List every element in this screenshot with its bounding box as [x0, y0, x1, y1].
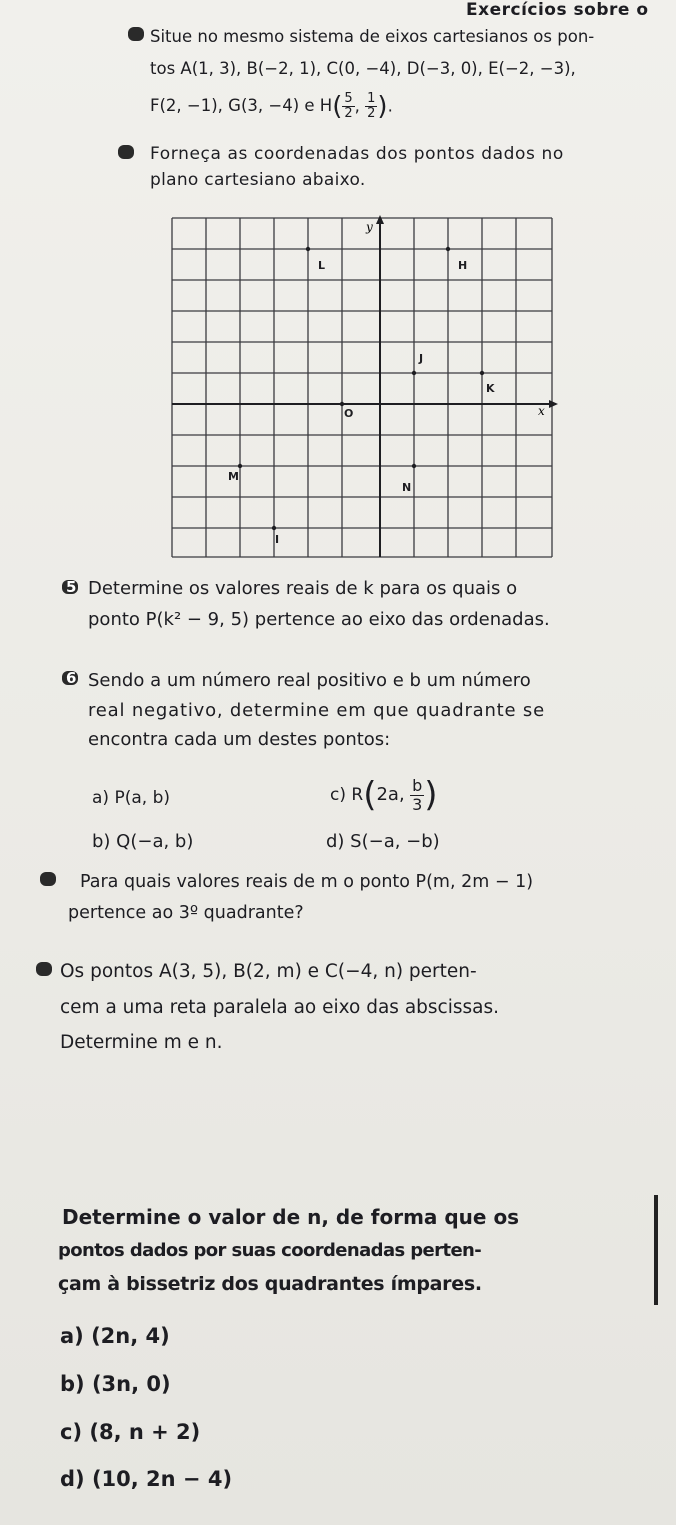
- exercise-8-line-1: Os pontos A(3, 5), B(2, m) e C(−4, n) perten-: [60, 961, 477, 982]
- exercise-4-line-1: Forneça as coordenadas dos pontos dados no: [150, 144, 564, 164]
- point-n: [412, 464, 416, 468]
- exercise-9-line-1: Determine o valor de n, de forma que os: [62, 1205, 520, 1229]
- point-label-n: N: [402, 481, 412, 494]
- exercise-9-item-c: c) (8, n + 2): [60, 1420, 201, 1444]
- right-margin-bar: [654, 1195, 658, 1305]
- exercise-6-line-1: Sendo a um número real positivo e b um número: [88, 670, 531, 691]
- exercise-6-item-c-prefix: c) R: [330, 785, 364, 805]
- y-axis-arrow: [376, 215, 384, 224]
- fraction-denominator: 3: [412, 794, 423, 814]
- exercise-6-item-d: d) S(−a, −b): [326, 831, 440, 852]
- cartesian-grid-svg: [166, 215, 558, 561]
- x-axis-arrow: [549, 400, 558, 408]
- point-l: [306, 247, 310, 251]
- exercise-6-item-c-mid: 2a,: [376, 784, 405, 805]
- fraction-numerator: 1: [367, 91, 376, 106]
- paren-left: (: [332, 91, 343, 122]
- exercise-3-line-3-text: F(2, −1), G(3, −4) e H: [150, 96, 333, 115]
- paren-left: (: [363, 775, 377, 815]
- exercise-9-item-b: b) (3n, 0): [60, 1372, 171, 1396]
- exercise-7-marker: [40, 872, 56, 886]
- exercise-7-line-2: pertence ao 3º quadrante?: [68, 903, 304, 923]
- exercise-3-line-2: tos A(1, 3), B(−2, 1), C(0, −4), D(−3, 0), E(−2, −3),: [150, 59, 576, 78]
- exercise-9-line-2: pontos dados por suas coordenadas perten-: [58, 1240, 482, 1261]
- point-o: [340, 402, 344, 406]
- cartesian-plane: [166, 215, 558, 565]
- point-label-o: O: [344, 407, 354, 420]
- exercise-8-line-2: cem a uma reta paralela ao eixo das abscissas.: [60, 997, 499, 1018]
- exercise-3-marker: [128, 27, 144, 41]
- fraction-denominator: 2: [367, 106, 376, 121]
- point-label-l: L: [318, 259, 326, 272]
- fraction-h-x: [342, 92, 354, 121]
- exercise-9-item-d: d) (10, 2n − 4): [60, 1467, 233, 1491]
- x-axis-label: x: [538, 404, 545, 418]
- fraction-denominator: 2: [344, 106, 353, 121]
- point-i: [272, 526, 276, 530]
- fraction-h-y: [365, 92, 377, 121]
- exercise-7-line-1: Para quais valores reais de m o ponto P(m, 2m − 1): [80, 872, 534, 892]
- fraction-numerator: 5: [344, 91, 353, 106]
- exercise-3-line-3: [150, 86, 393, 127]
- exercise-6-line-2: real negativo, determine em que quadrante se: [88, 700, 545, 721]
- fraction-b-over-3: [410, 777, 424, 814]
- paren-right: ): [377, 91, 388, 122]
- exercise-6-item-a: a) P(a, b): [92, 788, 170, 808]
- point-label-j: J: [419, 352, 424, 365]
- point-h: [446, 247, 450, 251]
- exercise-5-line-2: ponto P(k² − 9, 5) pertence ao eixo das ordenadas.: [88, 609, 550, 630]
- fraction-numerator: b: [412, 775, 423, 795]
- point-label-h: H: [458, 259, 468, 272]
- point-m: [238, 464, 242, 468]
- exercise-6-line-3: encontra cada um destes pontos:: [88, 729, 391, 750]
- exercise-6-item-c: [330, 770, 438, 820]
- exercise-5-number: 5: [66, 578, 77, 596]
- exercise-8-line-3: Determine m e n.: [60, 1032, 223, 1053]
- comma: ,: [354, 96, 366, 116]
- exercise-8-marker: [36, 962, 52, 976]
- exercise-6-number: 6: [66, 669, 77, 687]
- point-label-k: K: [486, 382, 495, 395]
- point-k: [480, 371, 484, 375]
- exercise-9-item-a: a) (2n, 4): [60, 1324, 170, 1348]
- exercise-4-marker: [118, 145, 134, 159]
- point-j: [412, 371, 416, 375]
- paren-right: ): [424, 775, 438, 815]
- grid-lines: [172, 218, 552, 557]
- exercise-4-line-2: plano cartesiano abaixo.: [150, 170, 366, 190]
- section-heading: Exercícios sobre o: [466, 0, 649, 20]
- exercise-3-line-1: Situe no mesmo sistema de eixos cartesianos os pon-: [150, 27, 595, 46]
- exercise-5-line-1: Determine os valores reais de k para os quais o: [88, 578, 518, 599]
- y-axis-label: y: [366, 220, 373, 234]
- exercise-9-line-3: çam à bissetriz dos quadrantes ímpares.: [58, 1273, 482, 1295]
- period: .: [387, 96, 393, 116]
- point-label-i: I: [275, 533, 280, 546]
- point-label-m: M: [228, 470, 239, 483]
- exercise-6-item-b: b) Q(−a, b): [92, 831, 194, 852]
